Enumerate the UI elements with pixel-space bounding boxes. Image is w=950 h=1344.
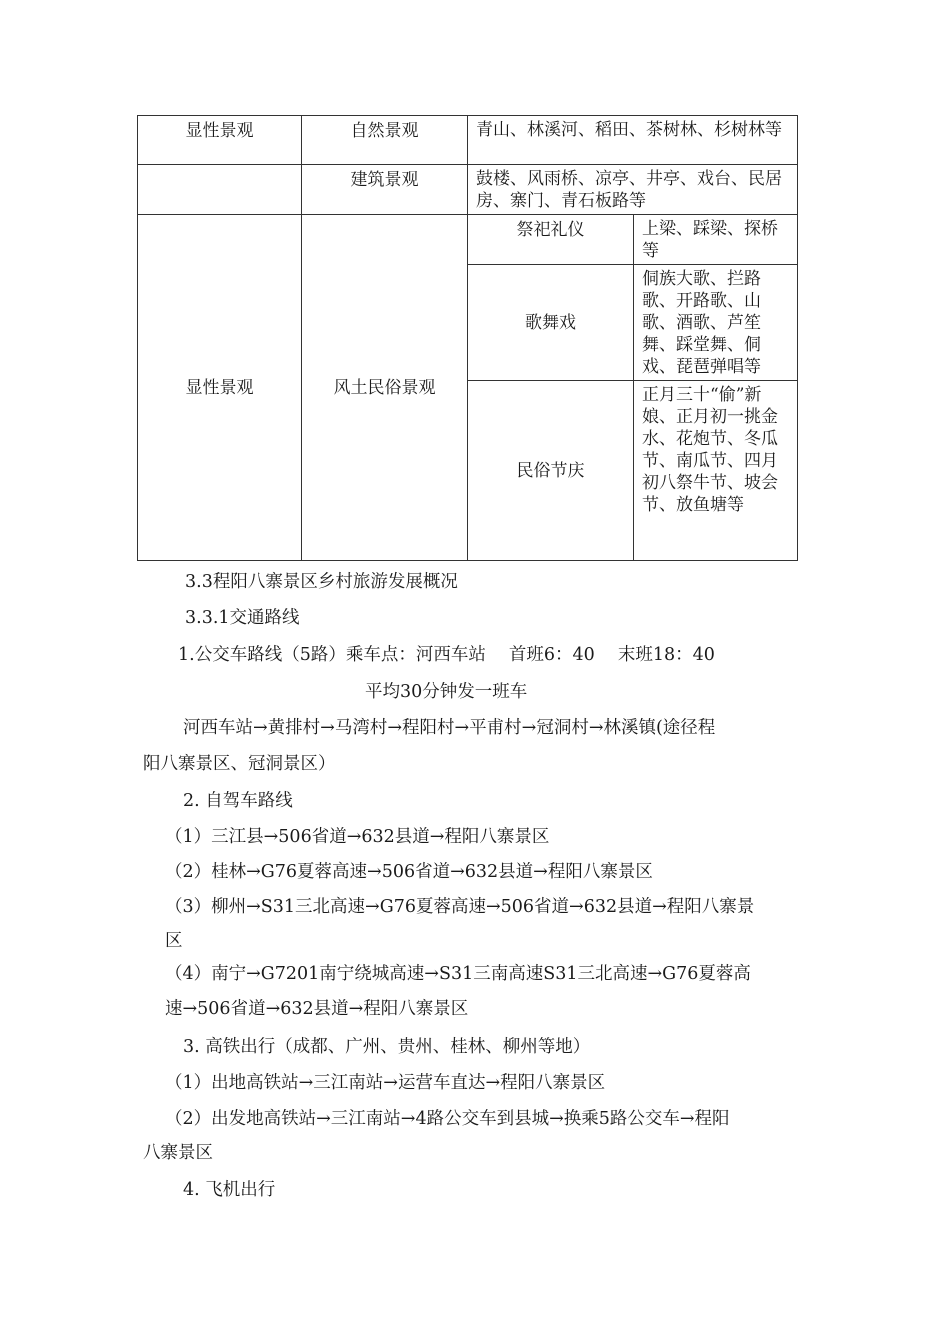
subtype-cell: 民俗节庆 [468,381,634,561]
rail-route-item: （1）出地高铁站→三江南站→运营车直达→程阳八寨景区 [165,1073,606,1093]
content-cell: 青山、林溪河、稻田、茶树林、杉树林等 [468,116,798,165]
bus-frequency: 平均30分钟发一班车 [365,682,528,702]
section-heading: 3.3程阳八寨景区乡村旅游发展概况 [185,572,458,592]
subtype-cell [468,215,634,265]
drive-route-title: 2. 自驾车路线 [183,791,293,811]
subsection-heading: 3.3.1交通路线 [185,608,300,628]
type-label: 自然景观 [350,121,419,141]
table-row [138,165,798,215]
bus-route-line: 河西车站→黄排村→马湾村→程阳村→平甫村→冠洞村→林溪镇(途径程 [183,718,716,738]
rail-route-title: 3. 高铁出行（成都、广州、贵州、桂林、柳州等地） [183,1037,591,1057]
drive-route-item: （2）桂林→G76夏蓉高速→506省道→632县道→程阳八寨景区 [165,862,653,882]
subtype-cell: 歌舞戏 [468,265,634,381]
bus-route-title: 1.公交车路线（5路）乘车点：河西车站 首班6：40 末班18：40 [178,645,715,665]
content-cell: 正月三十“偷”新娘、正月初一挑金水、花炮节、冬瓜节、南瓜节、四月初八祭牛节、坡会节、放鱼塘等 [634,381,798,561]
rail-route-item: 八寨景区 [143,1143,213,1163]
drive-route-item: 速→506省道→632县道→程阳八寨景区 [165,999,469,1019]
subtype-label: 祭祀礼仪 [516,220,585,240]
drive-route-item: （3）柳州→S31三北高速→G76夏蓉高速→506省道→632县道→程阳八寨景 [165,897,755,917]
type-cell [302,116,468,165]
drive-route-item: 区 [165,931,183,951]
type-cell [302,165,468,215]
plane-route-title: 4. 飞机出行 [183,1180,276,1200]
content-cell: 鼓楼、风雨桥、凉亭、井亭、戏台、民居房、寨门、青石板路等 [468,165,798,215]
category-cell [138,165,302,215]
drive-route-item: （4）南宁→G7201南宁绕城高速→S31三南高速S31三北高速→G76夏蓉高 [165,964,751,984]
category-cell: 显性景观 [138,215,302,561]
landscape-table [137,115,798,561]
category-cell [138,116,302,165]
table-row [138,116,798,165]
rail-route-item: （2）出发地高铁站→三江南站→4路公交车到县城→换乘5路公交车→程阳 [165,1109,730,1129]
content-cell: 上梁、踩梁、探桥等 [634,215,798,265]
table-row [138,215,798,265]
bus-route-line: 阳八寨景区、冠洞景区） [143,754,336,774]
type-label: 建筑景观 [350,170,419,190]
drive-route-item: （1）三江县→506省道→632县道→程阳八寨景区 [165,827,550,847]
category-label: 显性景观 [185,121,254,141]
content-cell: 侗族大歌、拦路歌、开路歌、山歌、酒歌、芦笙舞、踩堂舞、侗戏、琵琶弹唱等 [634,265,798,381]
type-cell: 风土民俗景观 [302,215,468,561]
